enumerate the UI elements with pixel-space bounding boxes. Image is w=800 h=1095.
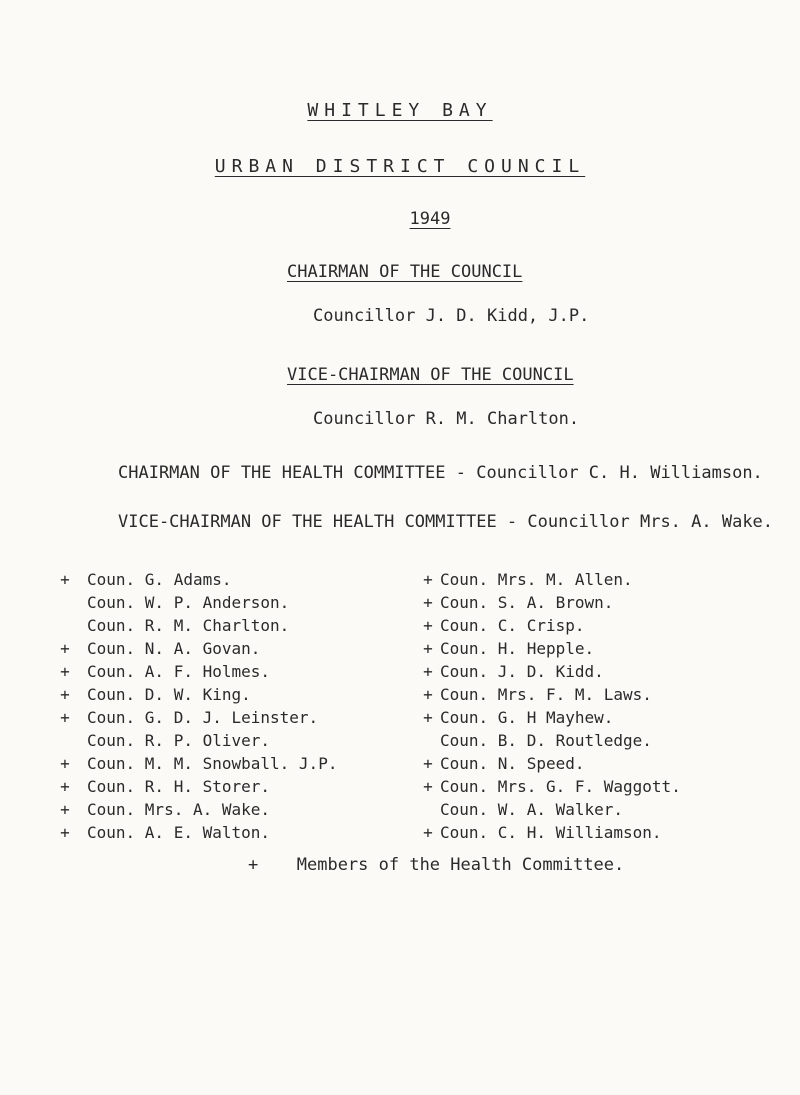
title-urban-district-council: URBAN DISTRICT COUNCIL — [214, 156, 586, 177]
committee-marker: + — [423, 639, 433, 658]
footer-note — [248, 855, 624, 875]
committee-marker: + — [60, 708, 70, 727]
committee-marker: + — [60, 639, 70, 658]
committee-marker: + — [60, 777, 70, 796]
member-name: Coun. C. H. Williamson. — [440, 823, 662, 842]
committee-marker: + — [423, 593, 433, 612]
member-name: Coun. N. A. Govan. — [87, 639, 261, 658]
member-name: Coun. R. H. Storer. — [87, 777, 271, 796]
committee-marker: + — [60, 800, 70, 819]
committee-marker: + — [423, 708, 433, 727]
committee-marker: + — [60, 662, 70, 681]
member-name: Coun. H. Hepple. — [440, 639, 595, 658]
member-name: Coun. G. D. J. Leinster. — [87, 708, 319, 727]
member-name: Coun. Mrs. G. F. Waggott. — [440, 777, 681, 796]
committee-marker: + — [423, 754, 433, 773]
committee-marker: + — [423, 777, 433, 796]
committee-marker: + — [60, 685, 70, 704]
year: 1949 — [409, 209, 451, 229]
member-name: Coun. A. F. Holmes. — [87, 662, 271, 681]
member-name: Coun. R. M. Charlton. — [87, 616, 290, 635]
member-name: Coun. W. A. Walker. — [440, 800, 624, 819]
member-name: Coun. A. E. Walton. — [87, 823, 271, 842]
member-name: Coun. G. H Mayhew. — [440, 708, 614, 727]
member-name: Coun. M. M. Snowball. J.P. — [87, 754, 338, 773]
member-name: Coun. J. D. Kidd. — [440, 662, 604, 681]
vice-chairman-name: Councillor R. M. Charlton. — [313, 409, 580, 429]
footer-plus: + — [248, 855, 259, 875]
member-name: Coun. Mrs. A. Wake. — [87, 800, 271, 819]
health-vice-chairman: VICE-CHAIRMAN OF THE HEALTH COMMITTEE - Councillor Mrs. A. Wake. — [118, 512, 774, 532]
member-name: Coun. Mrs. M. Allen. — [440, 570, 633, 589]
committee-marker: + — [423, 570, 433, 589]
committee-marker: + — [60, 754, 70, 773]
member-name: Coun. C. Crisp. — [440, 616, 585, 635]
member-name: Coun. R. P. Oliver. — [87, 731, 271, 750]
title-whitley-bay: WHITLEY BAY — [307, 100, 493, 121]
member-name: Coun. B. D. Routledge. — [440, 731, 652, 750]
member-name: Coun. S. A. Brown. — [440, 593, 614, 612]
member-name: Coun. Mrs. F. M. Laws. — [440, 685, 652, 704]
committee-marker: + — [423, 685, 433, 704]
footer-text: Members of the Health Committee. — [296, 855, 625, 875]
committee-marker: + — [423, 662, 433, 681]
member-name: Coun. W. P. Anderson. — [87, 593, 290, 612]
member-name: Coun. N. Speed. — [440, 754, 585, 773]
committee-marker: + — [60, 823, 70, 842]
committee-marker: + — [60, 570, 70, 589]
chairman-heading: CHAIRMAN OF THE COUNCIL — [287, 262, 523, 282]
committee-marker: + — [423, 823, 433, 842]
health-chairman: CHAIRMAN OF THE HEALTH COMMITTEE - Councillor C. H. Williamson. — [118, 463, 763, 483]
member-name: Coun. G. Adams. — [87, 570, 232, 589]
chairman-name: Councillor J. D. Kidd, J.P. — [313, 306, 590, 326]
vice-chairman-heading: VICE-CHAIRMAN OF THE COUNCIL — [287, 365, 574, 385]
committee-marker: + — [423, 616, 433, 635]
member-name: Coun. D. W. King. — [87, 685, 251, 704]
